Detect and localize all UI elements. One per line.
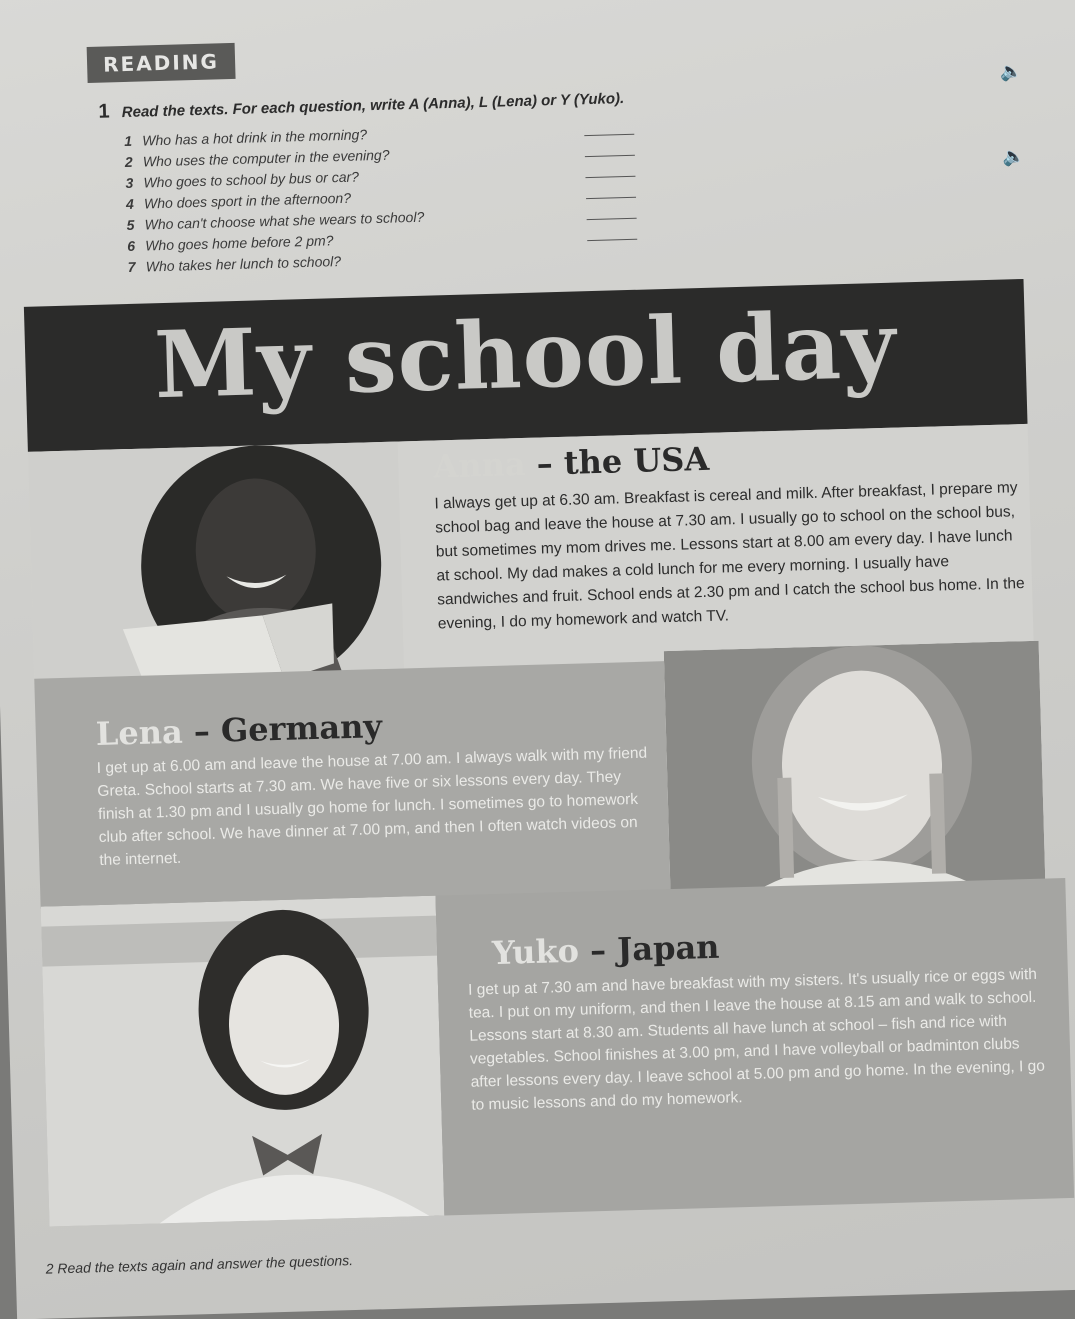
answer-blank[interactable] xyxy=(585,143,635,157)
question-text: Who can't choose what she wears to school? xyxy=(144,208,425,233)
answer-blank[interactable] xyxy=(585,164,635,178)
question-number: 5 xyxy=(126,216,135,233)
lena-country: – Germany xyxy=(193,707,383,751)
anna-photo xyxy=(28,442,404,687)
yuko-name: Yuko xyxy=(491,931,580,973)
question-number: 4 xyxy=(125,195,135,213)
question-text: Who goes home before 2 pm? xyxy=(144,232,334,254)
yuko-text: I get up at 7.30 am and have breakfast with my sisters. It's usually rice or eggs with tea. I put on my uniform, and then I leave the house at 8.15 am and walk to school. Lessons start at 8.30 am. Students all have lunch at school – fish and rice with vegetables. School finishes at 3.00 pm, and I have volleyball or badminton clubs after lessons every day. I leave school at 5.00 pm and go home. In the evening, I go to music lessons and do my homework. xyxy=(467,965,1046,1114)
question-number: 6 xyxy=(126,237,136,254)
instruction-text: Read the texts. For each question, write A (Anna), L (Lena) or Y (Yuko). xyxy=(121,90,625,122)
question-text: Who takes her lunch to school? xyxy=(145,253,342,275)
question-text: Who uses the computer in the evening? xyxy=(142,146,390,170)
anna-country: – the USA xyxy=(536,439,710,483)
answer-blank[interactable] xyxy=(584,122,634,136)
speaker-icon[interactable]: 🔈 xyxy=(999,60,1023,82)
speaker-icon[interactable]: 🔈 xyxy=(1002,145,1026,167)
yuko-photo xyxy=(41,896,445,1227)
question-number: 3 xyxy=(125,174,134,192)
yuko-heading xyxy=(492,928,720,972)
question-text: Who does sport in the afternoon? xyxy=(143,189,352,212)
yuko-country: – Japan xyxy=(589,927,720,970)
answer-blank[interactable] xyxy=(587,227,637,241)
question-number: 7 xyxy=(127,258,136,275)
answer-blank[interactable] xyxy=(586,206,636,220)
section-tag: READING xyxy=(87,43,236,83)
answer-blank[interactable] xyxy=(586,185,636,199)
question-list xyxy=(124,114,638,275)
lena-text: I get up at 6.00 am and leave the house at 7.00 am. I always walk with my friend Greta. School starts at 7.30 am. We have five or six lessons every day. They finish at 1.30 pm and I usually go home for lunch. I sometimes go to homework club after school. We have dinner at 7.00 pm, and then I often watch videos on the internet. xyxy=(96,744,648,870)
exercise-number: 1 xyxy=(98,100,110,123)
anna-name: Anna xyxy=(432,444,527,486)
next-exercise-instruction: 2 Read the texts again and answer the questions. xyxy=(45,1252,354,1277)
question-number: 1 xyxy=(124,132,133,150)
anna-heading xyxy=(433,440,710,486)
question-text: Who has a hot drink in the morning? xyxy=(142,126,368,149)
article-title-banner xyxy=(24,279,1028,452)
lena-photo xyxy=(664,641,1046,891)
question-number: 2 xyxy=(124,153,133,171)
lena-heading xyxy=(95,707,382,753)
lena-name: Lena xyxy=(95,712,184,754)
anna-text: I always get up at 6.30 am. Breakfast is cereal and milk. After breakfast, I prepare my school bag and leave the house at 7.30 am. I usually go to school on the school bus, but sometimes my mom drives me. Lessons start at 8.00 am every day. I have lunch at school. My dad makes a cold lunch for me every morning. I usually have sandwiches and fruit. School ends at 2.30 pm and I catch the school bus home. In the evening, I do my homework and watch TV. xyxy=(434,479,1025,633)
article-title: My school day xyxy=(152,290,898,420)
question-text: Who goes to school by bus or car? xyxy=(143,168,360,191)
